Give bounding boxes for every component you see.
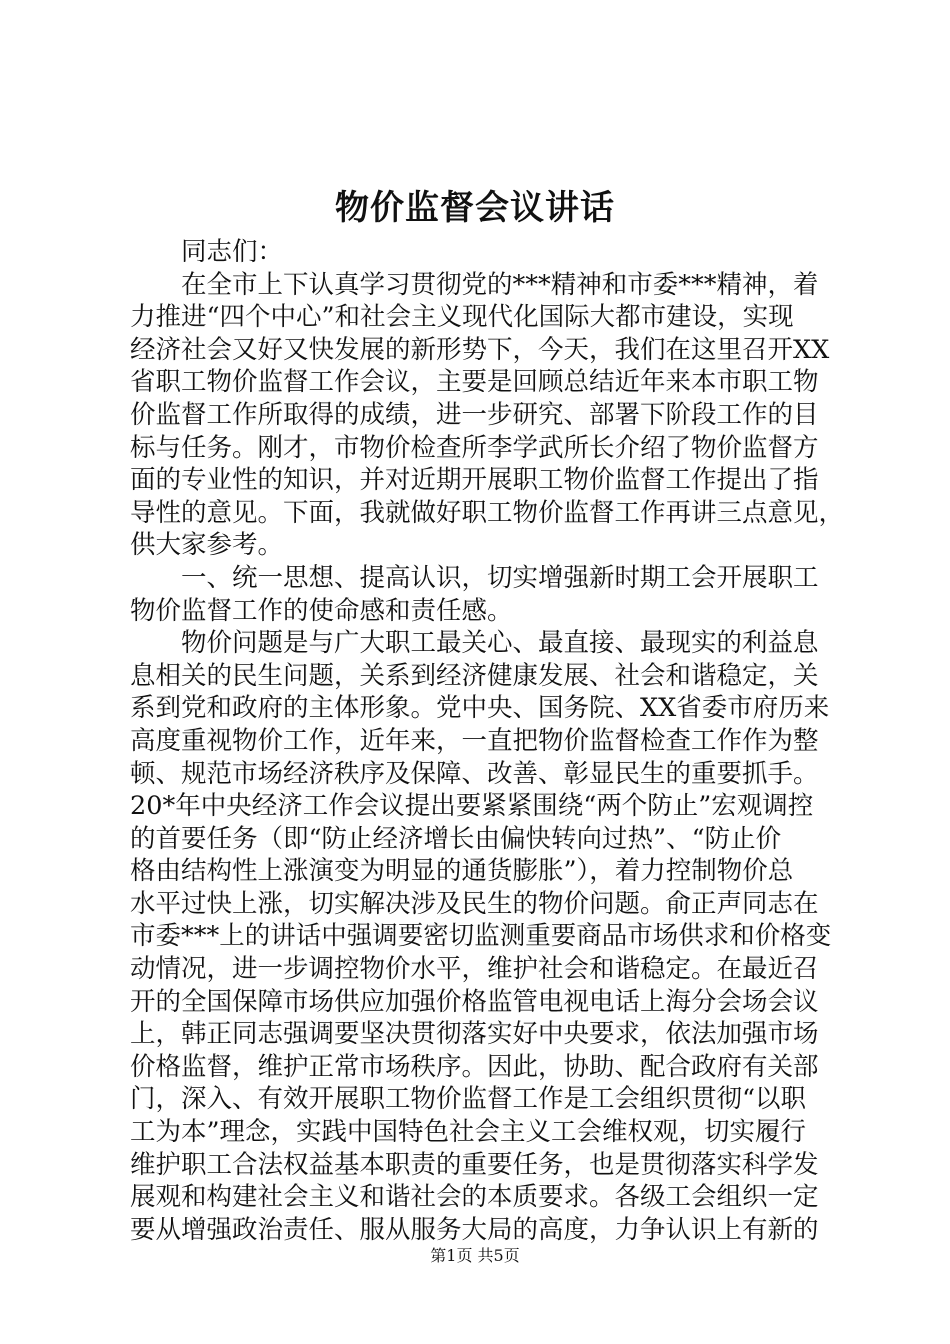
text-line: 上，韩正同志强调要坚决贯彻落实好中央要求，依法加强市场	[130, 1019, 819, 1050]
text-line: 市委***上的讲话中强调要密切监测重要商品市场供求和价格变	[130, 921, 832, 952]
text-line: 维护职工合法权益基本职责的重要任务，也是贯彻落实科学发	[130, 1149, 819, 1180]
text-line: 展观和构建社会主义和谐社会的本质要求。各级工会组织一定	[130, 1182, 819, 1213]
page-footer: 第1页 共5页	[430, 1246, 520, 1265]
text-line: 水平过快上涨，切实解决涉及民生的物价问题。俞正声同志在	[130, 888, 819, 919]
text-line: 系到党和政府的主体形象。党中央、国务院、XX省委市府历来	[130, 693, 830, 724]
text-line: 物价监督工作的使命感和责任感。	[130, 595, 513, 626]
text-line: 20*年中央经济工作会议提出要紧紧围绕“两个防止”宏观调控	[130, 791, 814, 822]
text-line: 力推进“四个中心”和社会主义现代化国际大都市建设，实现	[130, 302, 794, 333]
text-line: 格由结构性上涨演变为明显的通货膨胀”），着力控制物价总	[130, 856, 794, 887]
text-line: 一、统一思想、提高认识，切实增强新时期工会开展职工	[130, 562, 819, 593]
text-line: 开的全国保障市场供应加强价格监管电视电话上海分会场会议	[130, 986, 819, 1017]
text-line: 要从增强政治责任、服从服务大局的高度，力争认识上有新的	[130, 1214, 819, 1245]
text-line: 省职工物价监督工作会议，主要是回顾总结近年来本市职工物	[130, 367, 819, 398]
text-line: 标与任务。刚才，市物价检查所李学武所长介绍了物价监督方	[130, 432, 819, 463]
text-line: 供大家参考。	[130, 530, 284, 561]
text-line: 物价问题是与广大职工最关心、最直接、最现实的利益息	[130, 628, 819, 659]
text-line: 经济社会又好又快发展的新形势下，今天，我们在这里召开XX	[130, 334, 830, 365]
text-line: 动情况，进一步调控物价水平，维护社会和谐稳定。在最近召	[130, 954, 819, 985]
text-line: 工为本”理念，实践中国特色社会主义工会维权观，切实履行	[130, 1117, 807, 1148]
text-line: 门，深入、有效开展职工物价监督工作是工会组织贯彻“以职	[130, 1084, 807, 1115]
text-line: 顿、规范市场经济秩序及保障、改善、彰显民生的重要抓手。	[130, 758, 819, 789]
text-line: 的首要任务（即“防止经济增长由偏快转向过热”、“防止价	[130, 823, 782, 854]
text-line: 价监督工作所取得的成绩，进一步研究、部署下阶段工作的目	[130, 399, 819, 430]
text-line: 面的专业性的知识，并对近期开展职工物价监督工作提出了指	[130, 465, 819, 496]
document-body	[130, 236, 845, 1246]
text-line: 息相关的民生问题，关系到经济健康发展、社会和谐稳定，关	[130, 660, 819, 691]
text-line: 高度重视物价工作，近年来，一直把物价监督检查工作作为整	[130, 725, 819, 756]
text-line: 同志们：	[130, 237, 284, 267]
document-title: 物价监督会议讲话	[335, 188, 615, 228]
text-line: 导性的意见。下面，我就做好职工物价监督工作再讲三点意见，	[130, 497, 845, 528]
text-line: 在全市上下认真学习贯彻党的***精神和市委***精神，着	[130, 269, 819, 300]
text-line: 价格监督，维护正常市场秩序。因此，协助、配合政府有关部	[130, 1051, 819, 1082]
